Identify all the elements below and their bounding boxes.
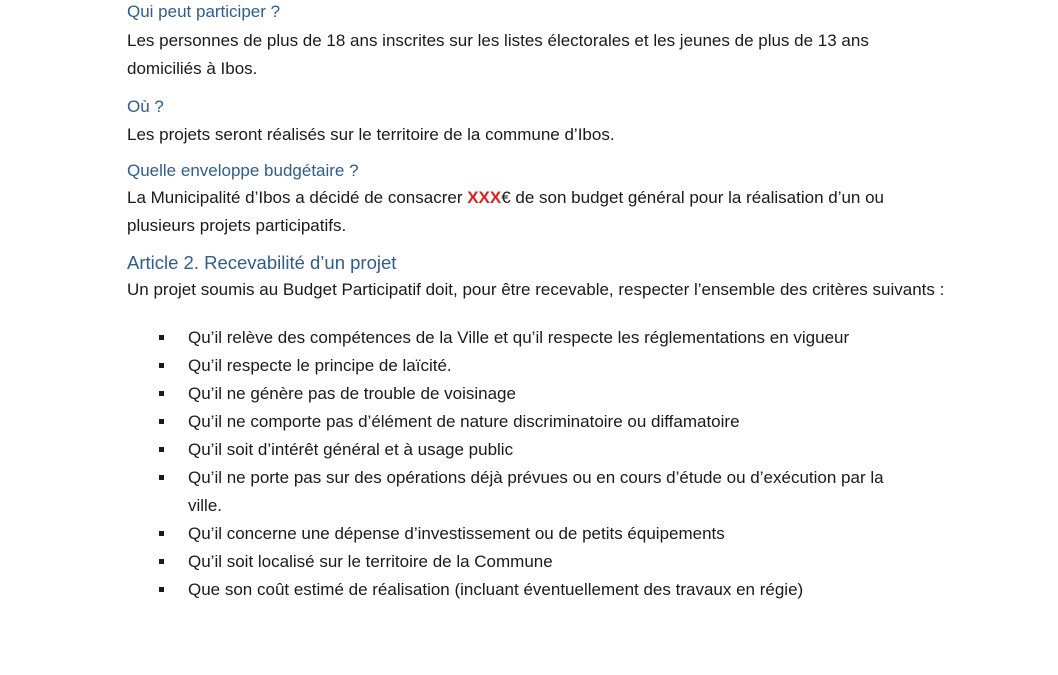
article-2-title: Article 2. Recevabilité d’un projet [127,252,397,273]
document-page [127,0,947,604]
budget-text-before: La Municipalité d’Ibos a décidé de consacrer [127,188,468,207]
criteria-text: Qu’il soit localisé sur le territoire de la Commune [188,552,553,571]
criteria-item [127,576,888,604]
criteria-text: Qu’il respecte le principe de laïcité. [188,356,452,375]
budget-amount-placeholder: XXX [467,188,502,207]
square-bullet-icon [159,531,164,536]
square-bullet-icon [159,447,164,452]
section-body-budget [127,184,947,240]
section-heading-who: Qui peut participer ? [127,2,281,21]
criteria-text: Qu’il ne génère pas de trouble de voisinage [188,384,516,403]
square-bullet-icon [159,419,164,424]
budget-text-after: € de son budget général pour la réalisation d’un ou plusieurs projets participatifs. [127,188,885,235]
square-bullet-icon [159,335,164,340]
article-2-intro: Un projet soumis au Budget Participatif doit, pour être recevable, respecter l’ensemble des critères suivants : [127,280,945,299]
criteria-text: Qu’il ne comporte pas d’élément de nature discriminatoire ou diffamatoire [188,412,740,431]
criteria-item [127,548,888,576]
section-heading-where: Où ? [127,97,164,116]
criteria-text: Qu’il concerne une dépense d’investissement ou de petits équipements [188,524,725,543]
criteria-item [127,436,888,464]
square-bullet-icon [159,587,164,592]
criteria-item [127,324,888,352]
criteria-text: Qu’il ne porte pas sur des opérations déjà prévues ou en cours d’étude ou d’exécution par la ville. [188,468,884,515]
criteria-list [127,324,947,604]
section-body-where: Les projets seront réalisés sur le territoire de la commune d’Ibos. [127,125,615,144]
criteria-item [127,464,888,520]
criteria-item [127,380,888,408]
section-heading-budget: Quelle enveloppe budgétaire ? [127,161,359,180]
criteria-text: Qu’il relève des compétences de la Ville et qu’il respecte les réglementations en vigueur [188,328,850,347]
criteria-item [127,520,888,548]
square-bullet-icon [159,363,164,368]
square-bullet-icon [159,391,164,396]
section-body-who: Les personnes de plus de 18 ans inscrites sur les listes électorales et les jeunes de plus de 13 ans domiciliés à Ibos. [127,31,869,78]
criteria-item [127,408,888,436]
criteria-text: Que son coût estimé de réalisation (incluant éventuellement des travaux en régie) [188,580,804,599]
criteria-item [127,352,888,380]
criteria-text: Qu’il soit d’intérêt général et à usage public [188,440,514,459]
square-bullet-icon [159,559,164,564]
square-bullet-icon [159,475,164,480]
